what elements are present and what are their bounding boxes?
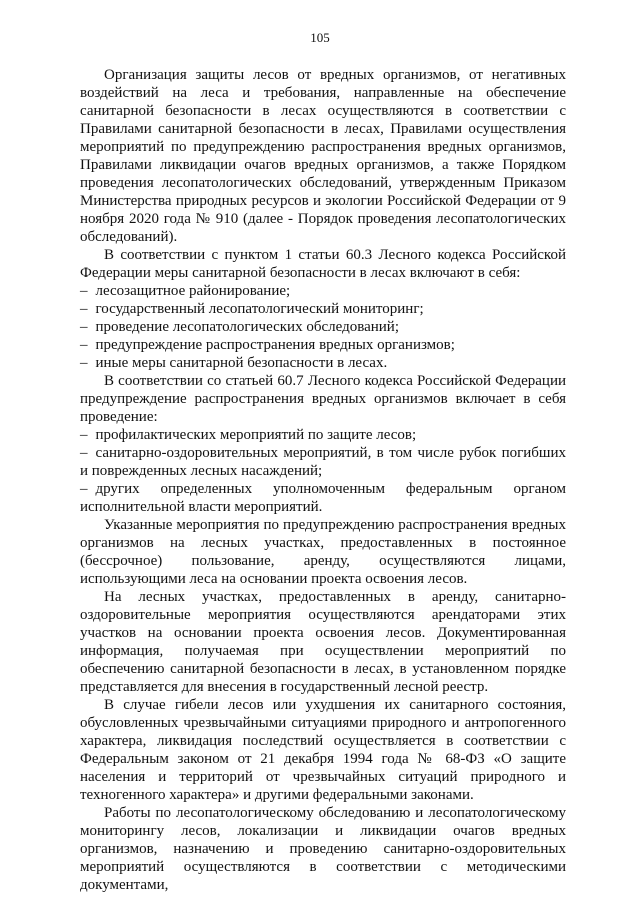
document-body [80,66,566,894]
list-item-text: иные меры санитарной безопасности в лесах. [95,355,388,371]
measures-list [80,282,566,372]
list-item [80,480,566,516]
paragraph: В соответствии с пунктом 1 статьи 60.3 Лесного кодекса Российской Федерации меры санитарной безопасности в лесах включают в себя: [80,247,566,281]
list-item-text: профилактических мероприятий по защите лесов; [95,427,417,443]
paragraph: В соответствии со статьей 60.7 Лесного кодекса Российской Федерации предупреждение распространения вредных организмов включает в себя проведение: [80,373,566,425]
paragraph: Указанные мероприятия по предупреждению распространения вредных организмов на лесных участках, предоставленных в постоянное (бессрочное) пользование, аренду, осуществляются лицами, использующими леса на основании проекта освоения лесов. [80,517,566,587]
list-marker: – [80,481,88,497]
list-item-text: других определенных уполномоченным федеральным органом исполнительной власти мероприятий. [80,481,566,515]
list-item-text: санитарно-оздоровительных мероприятий, в том числе рубок погибших и поврежденных лесных насаждений; [80,445,566,479]
prevention-list [80,426,566,516]
paragraph: Работы по лесопатологическому обследованию и лесопатологическому мониторингу лесов, локализации и ликвидации очагов вредных организмов, назначению и проведению санитарно-оздоровительных мероприятий осуществляются в соответствии с методическими документами, [80,805,566,893]
paragraph: Организация защиты лесов от вредных организмов, от негативных воздействий на леса и требования, направленные на обеспечение санитарной безопасности в лесах осуществляются в соответствии с Правилами санитарной безопасности в лесах, Правилами осуществления мероприятий по предупреждению распространения вредных организмов, Правилами ликвидации очагов вредных организмов, а также Порядком проведения лесопатологических обследований, утвержденным Приказом Министерства природных ресурсов и экологии Российской Федерации от 9 ноября 2020 года № 910 (далее - Порядок проведения лесопатологических обследований). [80,67,566,245]
list-marker: – [80,445,88,461]
list-item-text: лесозащитное районирование; [95,283,291,299]
list-marker: – [80,337,88,353]
list-marker: – [80,283,88,299]
list-item-text: предупреждение распространения вредных организмов; [95,337,455,353]
list-item [80,444,566,480]
list-item [80,282,566,300]
paragraph: В случае гибели лесов или ухудшения их санитарного состояния, обусловленных чрезвычайными ситуациями природного и антропогенного характера, ликвидация последствий осуществляется в соответствии с Федеральным законом от 21 декабря 1994 года № 68-ФЗ «О защите населения и территорий от чрезвычайных ситуаций природного и техногенного характера» и другими федеральными законами. [80,697,566,803]
list-item [80,354,566,372]
list-item [80,426,566,444]
list-item [80,300,566,318]
list-item [80,318,566,336]
list-marker: – [80,301,88,317]
list-item-text: государственный лесопатологический мониторинг; [95,301,424,317]
list-marker: – [80,355,88,371]
list-item-text: проведение лесопатологических обследований; [95,319,399,335]
page-number: 105 [310,30,330,45]
list-marker: – [80,427,88,443]
paragraph: На лесных участках, предоставленных в аренду, санитарно-оздоровительные мероприятия осуществляются арендаторами этих участков на основании проекта освоения лесов. Документированная информация, получаемая при осуществлении мероприятий по обеспечению санитарной безопасности в лесах, в установленном порядке представляется для внесения в государственный лесной реестр. [80,589,566,695]
list-item [80,336,566,354]
list-marker: – [80,319,88,335]
